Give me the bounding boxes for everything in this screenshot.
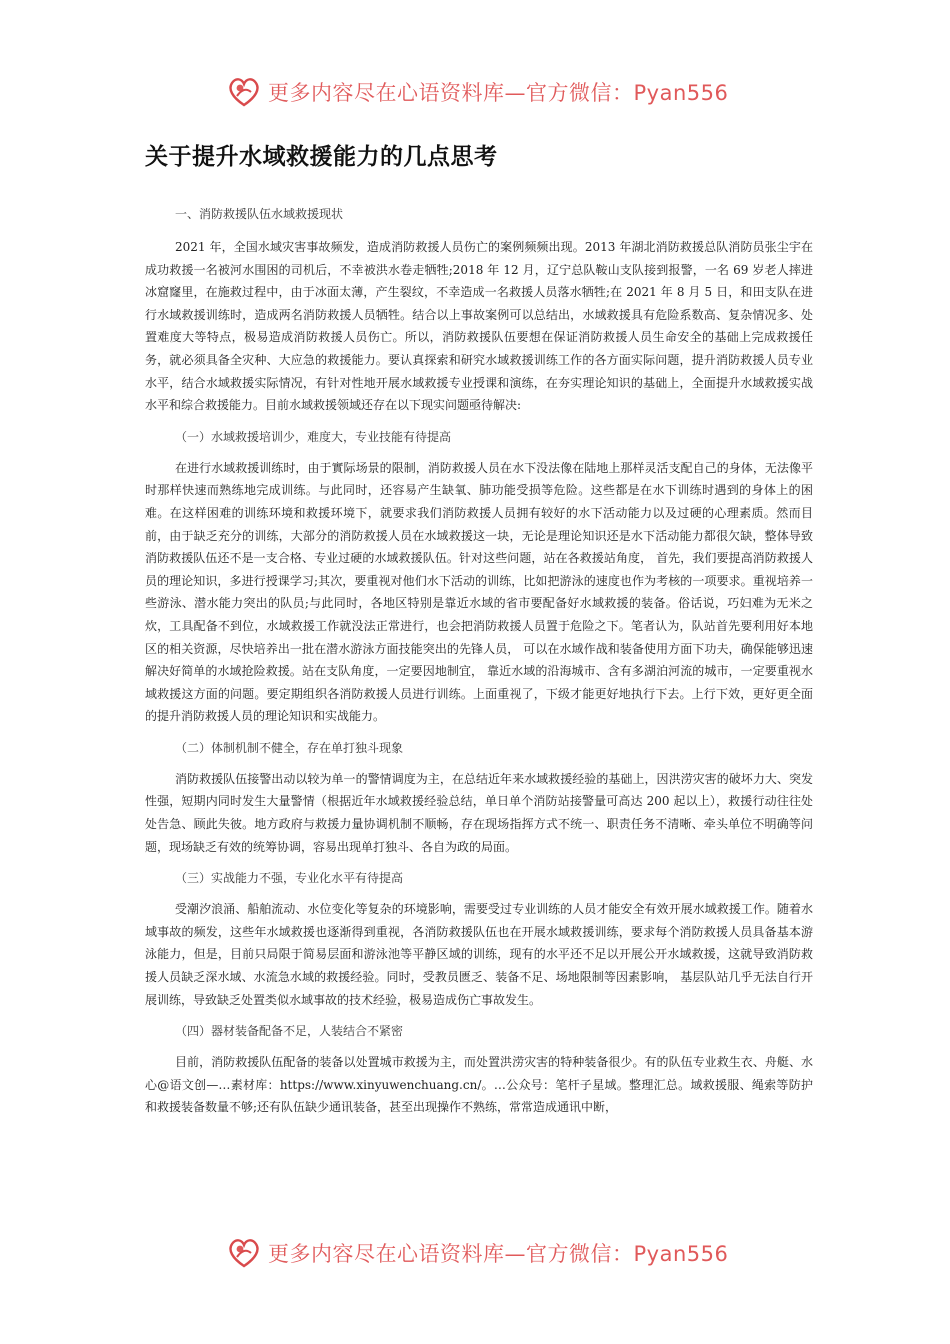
section-paragraph-2: 在进行水域救援训练时，由于實际场景的限制，消防救援人员在水下没法像在陆地上那样灵活支配自己的身体，无法像平时那样快速而熟练地完成训练。与此同时，还容易产生缺氧、肺功能受损等危险。这些都是在水下训练时遇到的身体上的困难。在这样困难的训练环境和救援环境下，就要求我们消防救援人员拥有较好的水下活动能力以及过硬的心理素质。然而目前，由于缺乏充分的训练，大部分的消防救援人员在水域救援这一块，无论是理论知识还是水下活动能力都很欠缺，整体导致消防救援队伍还不是一支合格、专业过硬的水域救援队伍。针对这些问题，站在各救援站角度， 首先，我们要提高消防救援人员的理论知识，多进行授课学习;其次，要重视对他们水下活动的训练，比如把游泳的速度也作为考核的一项要求。重视培养一些游泳、潜水能力突出的队员;与此同时，各地区特别是靠近水域的省市要配备好水域救援的装备。俗话说，巧妇难为无米之炊，工具配备不到位，水域救援工作就没法正常进行，也会把消防救援人员置于危险之下。笔者认为，队站首先要利用好本地区的相关资源，尽快培养出一批在潜水游泳方面技能突出的先锋人员， 可以在水域作战和装备使用方面下功夫，确保能够迅速解决好简单的水域抢险救援。站在支队角度，一定要因地制宜， 靠近水域的沿海城市、含有多湖泊河流的城市，一定要重视水域救援这方面的问题。要定期组织各消防救援人员进行训练。上面重视了，下级才能更好地执行下去。上行下效，更好更全面的提升消防救援人员的理论知识和实战能力。 [145, 460, 813, 724]
article-body [145, 202, 813, 1119]
heart-flower-logo-icon [226, 1235, 262, 1271]
section-paragraph-3: 消防救援队伍接警出动以较为单一的警情调度为主，在总结近年来水域救援经验的基础上，因洪涝灾害的破坏力大、突发性强，短期内同时发生大量警情（根据近年水域救援经验总结，单日单个消防站接警量可高达 200 起以上），救援行动往往处处告急、顾此失彼。地方政府与救援力量协调机制不顺畅，存在现场指挥方式不统一、职责任务不清晰、牵头单位不明确等问题，现场缺乏有效的统筹协调，容易出现单打独斗、各自为政的局面。 [145, 771, 813, 854]
heart-flower-logo-icon [226, 74, 262, 110]
header-banner [226, 72, 746, 112]
section-paragraph-5: 目前，消防救援队伍配备的装备以处置城市救援为主，而处置洪涝灾害的特种装备很少。有的队伍专业救生衣、舟艇、水心@语文创—…素材库：https://www.xinyuwenchuang.cn/。…公众号：笔杆子星域。整理汇总。域救援服、绳索等防护和救援装备数量不够;还有队伍缺少通讯装备，甚至出现操作不熟练，常常造成通讯中断， [145, 1055, 813, 1115]
section-heading-1: 一、消防救援队伍水域救援现状 [175, 207, 344, 221]
section-heading-5: （四）器材装备配备不足，人装结合不紧密 [175, 1024, 404, 1039]
footer-banner [226, 1233, 746, 1273]
section-heading-2: （一）水域救援培训少，难度大，专业技能有待提高 [175, 429, 452, 444]
section-paragraph-4: 受潮汐浪涌、船舶流动、水位变化等复杂的环境影响，需要受过专业训练的人员才能安全有效开展水域救援工作。随着水域事故的频发，这些年水域救援也逐渐得到重视，各消防救援队伍也在开展水域救援训练，要求每个消防救援人员具备基本游泳能力，但是，目前只局限于简易层面和游泳池等平静区域的训练，现有的水平还不足以开展公开水域救援，这就导致消防救援人员缺乏深水域、水流急水域的救援经验。同时，受教员匮乏、装备不足、场地限制等因素影响， 基层队站几乎无法自行开展训练，导致缺乏处置类似水域事故的技术经验，极易造成伤亡事故发生。 [145, 902, 813, 1007]
section-heading-4: （三）实战能力不强，专业化水平有待提高 [175, 871, 404, 886]
section-heading-3: （二）体制机制不健全，存在单打独斗现象 [175, 740, 404, 755]
page-title: 关于提升水域救援能力的几点思考 [145, 144, 498, 170]
banner-text: 更多内容尽在心语资料库—官方微信：Pyan556 [268, 1242, 729, 1266]
section-paragraph-1: 2021 年，全国水域灾害事故频发，造成消防救援人员伤亡的案例频频出现。2013 年湖北消防救援总队消防员张尘宇在成功救援一名被河水围困的司机后，不幸被洪水卷走牺牲;2018 年 12 月，辽宁总队鞍山支队接到报警，一名 69 岁老人摔进冰窟窿里，在施救过程中，由于冰面太薄，产生裂纹，不幸造成一名救援人员落水牺牲;在 2021 年 8 月 5 日，和田支队在进行水域救援训练时，造成两名消防救援人员牺牲。结合以上事故案例可以总结出，水域救援具有危险系数高、复杂情况多、处置难度大等特点，极易造成消防救援人员伤亡。所以，消防救援队伍要想在保证消防救援人员生命安全的基础上完成救援任务，就必须具备全灾种、大应急的救援能力。要认真探索和研究水域救援训练工作的各方面实际问题，提升消防救援人员专业水平，结合水域救援实际情况，有针对性地开展水域救援专业授课和演练，在夯实理论知识的基础上，全面提升水域救援实战水平和综合救援能力。目前水域救援领域还存在以下现实问题亟待解决: [145, 240, 813, 413]
banner-text: 更多内容尽在心语资料库—官方微信：Pyan556 [268, 81, 729, 105]
